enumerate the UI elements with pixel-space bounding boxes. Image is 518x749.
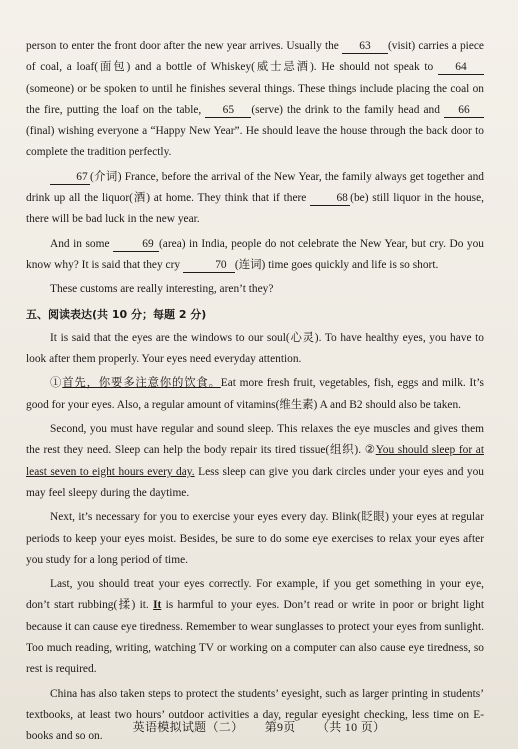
paragraph-3 xyxy=(26,234,484,277)
text: (be) still liquor in the house, there will be bad luck in the new year. xyxy=(26,192,484,226)
blank-67: 67 xyxy=(50,171,90,185)
text: (visit) carries a piece of coal, a loaf(面包) and a bottle of Whiskey(威士忌酒). He should not speak to xyxy=(26,40,484,74)
text: person to enter the front door after the new year arrives. Usually the xyxy=(26,40,339,52)
underlined-sentence-1: 首先，你要多注意你的饮食。 xyxy=(62,377,221,390)
paragraph-1 xyxy=(26,36,484,164)
paragraph-9 xyxy=(26,574,484,680)
paragraph-10: China has also taken steps to protect the students’ eyesight, such as larger printing in students’ textbooks, at least two hours’ outdoor activities a day, regular eyesight checking, less time on E-books and so on. xyxy=(26,687,484,743)
blank-64: 64 xyxy=(438,61,484,75)
blank-69: 69 xyxy=(113,238,159,252)
question-mark-2: ② xyxy=(364,444,376,457)
paragraph-2 xyxy=(26,167,484,231)
text: (area) in India, people do not celebrate the New Year, but cry. Do you know why? It is said that they cry xyxy=(26,237,484,271)
paragraph-6 xyxy=(26,373,484,416)
blank-66: 66 xyxy=(444,104,484,118)
text: is harmful to your eyes. Don’t read or write in poor or bright light because it can cause eye tiredness. Remember to wear sunglasses to protect your eyes from sunlight. Too much reading, writing, watching TV or working on a computer can also cause eye tiredness, so rest is required. xyxy=(26,599,484,676)
footer-total: （共 10 页） xyxy=(316,720,386,734)
text: (介词) France, before the arrival of the New Year, the family always get together and drink up all the liquor(酒) at home. They think that if there xyxy=(26,170,484,205)
footer-title: 英语模拟试题（二） xyxy=(132,720,244,734)
paragraph-5: It is said that the eyes are the windows to our soul(心灵). To have healthy eyes, you have to look after them properly. Your eyes need everyday attention. xyxy=(26,331,484,366)
paragraph-8: Next, it’s necessary for you to exercise your eyes every day. Blink(眨眼) your eyes at regular periods to keep your eyes moist. Besides, be sure to do some eye exercises to relax your eyes after you study for a long period of time. xyxy=(26,511,484,566)
text: Eat more fresh fruit, vegetables, fish, eggs and milk. It’s good for your eyes. Also, a regular amount of vitamins(维生素) A and B2 should also be taken. xyxy=(26,377,484,411)
blank-63: 63 xyxy=(342,40,388,54)
text: Second, you must have regular and sound sleep. This relaxes the eye muscles and gives them the rest they need. Sleep can help the body repair its tired tissue(组织). xyxy=(26,423,484,457)
text: (serve) the drink to the family head and xyxy=(251,103,440,116)
text: (final) wishing everyone a “Happy New Year”. He should leave the house through the back door to complete the tradition perfectly. xyxy=(26,125,484,159)
text: (连词) time goes quickly and life is so short. xyxy=(234,258,439,271)
page-footer xyxy=(0,718,518,735)
underlined-sentence-2: You should sleep for at least seven to eight hours every day. xyxy=(26,444,484,478)
question-mark-1: ① xyxy=(50,377,63,390)
blank-68: 68 xyxy=(310,192,350,206)
text: (someone) or be spoken to until he finishes several things. These things include placing the coal on the fire, putting the loaf on the table, xyxy=(26,82,484,116)
blank-65: 65 xyxy=(205,104,251,118)
passage xyxy=(26,36,484,748)
underlined-word-it: It xyxy=(153,599,162,612)
footer-page: 第9页 xyxy=(264,720,296,734)
text: And in some xyxy=(50,237,110,250)
paragraph-7 xyxy=(26,419,484,504)
section-heading: 五、阅读表达(共 10 分；每题 2 分) xyxy=(26,307,207,321)
text: Less sleep can give you dark circles under your eyes and you may feel sleepy during the daytime. xyxy=(26,465,484,499)
blank-70: 70 xyxy=(183,259,235,273)
paragraph-4: These customs are really interesting, aren’t they? xyxy=(50,283,274,296)
text: Last, you should treat your eyes correctly. For example, if you get something in your eye, don’t start rubbing(揉) it. xyxy=(26,578,484,612)
